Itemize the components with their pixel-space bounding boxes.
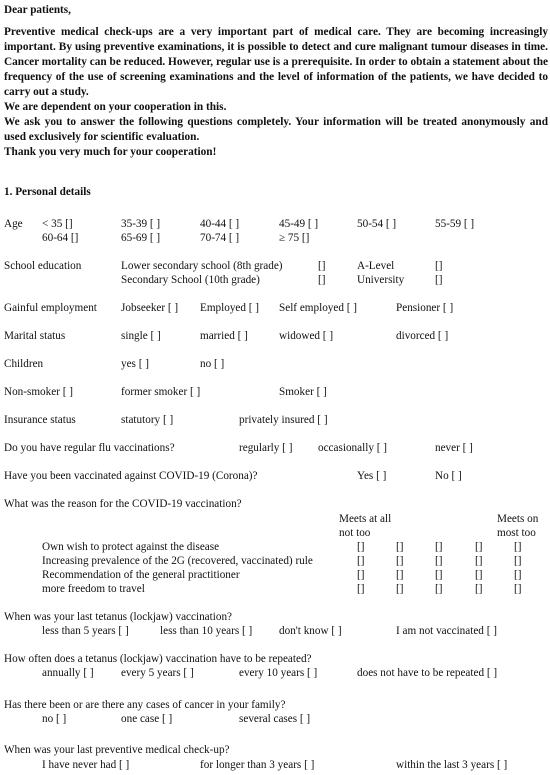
tetanus-last-question: When was your last tetanus (lockjaw) vaccination? xyxy=(4,611,233,623)
age-option[interactable]: 55-59 [ ] xyxy=(435,218,475,230)
insurance-option[interactable]: privately insured [ ] xyxy=(239,414,328,426)
rating-box[interactable]: [] xyxy=(357,555,365,567)
section-title: 1. Personal details xyxy=(4,186,91,198)
checkup-option[interactable]: for longer than 3 years [ ] xyxy=(200,759,315,771)
rating-box[interactable]: [] xyxy=(475,583,483,595)
tetanus-last-option[interactable]: less than 10 years [ ] xyxy=(160,625,253,637)
rating-box[interactable]: [] xyxy=(396,541,404,553)
rating-box[interactable]: [] xyxy=(357,569,365,581)
tetanus-repeat-option[interactable]: does not have to be repeated [ ] xyxy=(357,667,498,679)
marital-label: Marital status xyxy=(4,330,66,342)
rating-box[interactable]: [] xyxy=(435,541,443,553)
age-option[interactable]: ≥ 75 [] xyxy=(279,232,310,244)
rating-box[interactable]: [] xyxy=(357,583,365,595)
cancer-family-option[interactable]: one case [ ] xyxy=(121,713,173,725)
insurance-option[interactable]: statutory [ ] xyxy=(121,414,174,426)
age-option[interactable]: 70-74 [ ] xyxy=(200,232,240,244)
smoking-option[interactable]: Non-smoker [ ] xyxy=(4,386,73,398)
scale-left-label: Meets at all xyxy=(339,513,392,525)
rating-box[interactable]: [] xyxy=(514,569,522,581)
marital-option[interactable]: married [ ] xyxy=(200,330,248,342)
age-option[interactable]: 35-39 [ ] xyxy=(121,218,161,230)
children-option[interactable]: no [ ] xyxy=(200,358,225,370)
cancer-family-option[interactable]: several cases [ ] xyxy=(239,713,311,725)
rating-box[interactable]: [] xyxy=(514,541,522,553)
school-box[interactable]: [] xyxy=(435,274,443,286)
covid-reason-question: What was the reason for the COVID-19 vaccination? xyxy=(4,498,242,510)
smoking-option[interactable]: former smoker [ ] xyxy=(121,386,201,398)
age-option[interactable]: < 35 [] xyxy=(42,218,73,230)
checkup-question: When was your last preventive medical check-up? xyxy=(4,744,230,756)
age-option[interactable]: 50-54 [ ] xyxy=(357,218,397,230)
marital-option[interactable]: single [ ] xyxy=(121,330,161,342)
scale-right-label: most too xyxy=(497,527,536,539)
school-option[interactable]: Secondary School (10th grade) xyxy=(121,274,260,286)
school-box[interactable]: [] xyxy=(435,260,443,272)
covid-option[interactable]: Yes [ ] xyxy=(357,470,387,482)
age-option[interactable]: 65-69 [ ] xyxy=(121,232,161,244)
intro-paragraph: Preventive medical check-ups are a very important part of medical care. They are becoming increasingly important. By using preventive examinations, it is possible to detect and cure malignant tumour diseases in time. Cancer mortality can be reduced. However, regular use is a prerequisite. In order to obtain a statement about the frequency of the use of screening examinations and the level of information of the patients, we have decided to carry out a study. xyxy=(4,26,548,98)
rating-box[interactable]: [] xyxy=(475,569,483,581)
flu-option[interactable]: occasionally [ ] xyxy=(318,442,387,454)
school-option[interactable]: University xyxy=(357,274,405,286)
rating-box[interactable]: [] xyxy=(396,555,404,567)
children-option[interactable]: yes [ ] xyxy=(121,358,149,370)
checkup-option[interactable]: I have never had [ ] xyxy=(42,759,130,771)
rating-box[interactable]: [] xyxy=(357,541,365,553)
scale-left-label: not too xyxy=(339,527,371,539)
reason-item: more freedom to travel xyxy=(42,583,145,595)
employment-label: Gainful employment xyxy=(4,302,97,314)
intro-text xyxy=(4,25,548,160)
age-option[interactable]: 40-44 [ ] xyxy=(200,218,240,230)
tetanus-repeat-question: How often does a tetanus (lockjaw) vaccination have to be repeated? xyxy=(4,653,312,665)
employment-option[interactable]: Employed [ ] xyxy=(200,302,260,314)
rating-box[interactable]: [] xyxy=(435,569,443,581)
employment-option[interactable]: Pensioner [ ] xyxy=(396,302,454,314)
checkup-option[interactable]: within the last 3 years [ ] xyxy=(396,759,508,771)
tetanus-repeat-option[interactable]: annually [ ] xyxy=(42,667,94,679)
rating-box[interactable]: [] xyxy=(435,555,443,567)
rating-box[interactable]: [] xyxy=(514,555,522,567)
age-label: Age xyxy=(4,218,23,230)
marital-option[interactable]: divorced [ ] xyxy=(396,330,449,342)
flu-option[interactable]: never [ ] xyxy=(435,442,473,454)
children-label: Children xyxy=(4,358,44,370)
employment-option[interactable]: Jobseeker [ ] xyxy=(121,302,179,314)
covid-question: Have you been vaccinated against COVID-19 (Corona)? xyxy=(4,470,258,482)
scale-right-label: Meets on xyxy=(497,513,539,525)
school-label: School education xyxy=(4,260,82,272)
employment-option[interactable]: Self employed [ ] xyxy=(279,302,357,314)
cancer-family-question: Has there been or are there any cases of cancer in your family? xyxy=(4,699,286,711)
tetanus-last-option[interactable]: less than 5 years [ ] xyxy=(42,625,129,637)
greeting: Dear patients, xyxy=(4,4,71,16)
school-box[interactable]: [] xyxy=(318,274,326,286)
tetanus-last-option[interactable]: don't know [ ] xyxy=(279,625,342,637)
tetanus-repeat-option[interactable]: every 10 years [ ] xyxy=(239,667,318,679)
intro-paragraph: We ask you to answer the following questions completely. Your information will be treated anonymously and used exclusively for scientific evaluation. xyxy=(4,116,548,143)
flu-option[interactable]: regularly [ ] xyxy=(239,442,293,454)
rating-box[interactable]: [] xyxy=(396,569,404,581)
reason-item: Increasing prevalence of the 2G (recovered, vaccinated) rule xyxy=(42,555,313,567)
intro-paragraph: Thank you very much for your cooperation! xyxy=(4,146,217,158)
rating-box[interactable]: [] xyxy=(396,583,404,595)
rating-box[interactable]: [] xyxy=(475,541,483,553)
covid-option[interactable]: No [ ] xyxy=(435,470,462,482)
tetanus-repeat-option[interactable]: every 5 years [ ] xyxy=(121,667,194,679)
school-option[interactable]: A-Level xyxy=(357,260,395,272)
intro-paragraph: We are dependent on your cooperation in this. xyxy=(4,101,227,113)
marital-option[interactable]: widowed [ ] xyxy=(279,330,334,342)
reason-item: Own wish to protect against the disease xyxy=(42,541,220,553)
age-option[interactable]: 45-49 [ ] xyxy=(279,218,319,230)
rating-box[interactable]: [] xyxy=(435,583,443,595)
reason-item: Recommendation of the general practitioner xyxy=(42,569,240,581)
flu-question: Do you have regular flu vaccinations? xyxy=(4,442,175,454)
rating-box[interactable]: [] xyxy=(475,555,483,567)
tetanus-last-option[interactable]: I am not vaccinated [ ] xyxy=(396,625,497,637)
age-option[interactable]: 60-64 [] xyxy=(42,232,79,244)
insurance-label: Insurance status xyxy=(4,414,76,426)
cancer-family-option[interactable]: no [ ] xyxy=(42,713,67,725)
rating-box[interactable]: [] xyxy=(514,583,522,595)
smoking-option[interactable]: Smoker [ ] xyxy=(279,386,327,398)
school-option[interactable]: Lower secondary school (8th grade) xyxy=(121,260,283,272)
school-box[interactable]: [] xyxy=(318,260,326,272)
